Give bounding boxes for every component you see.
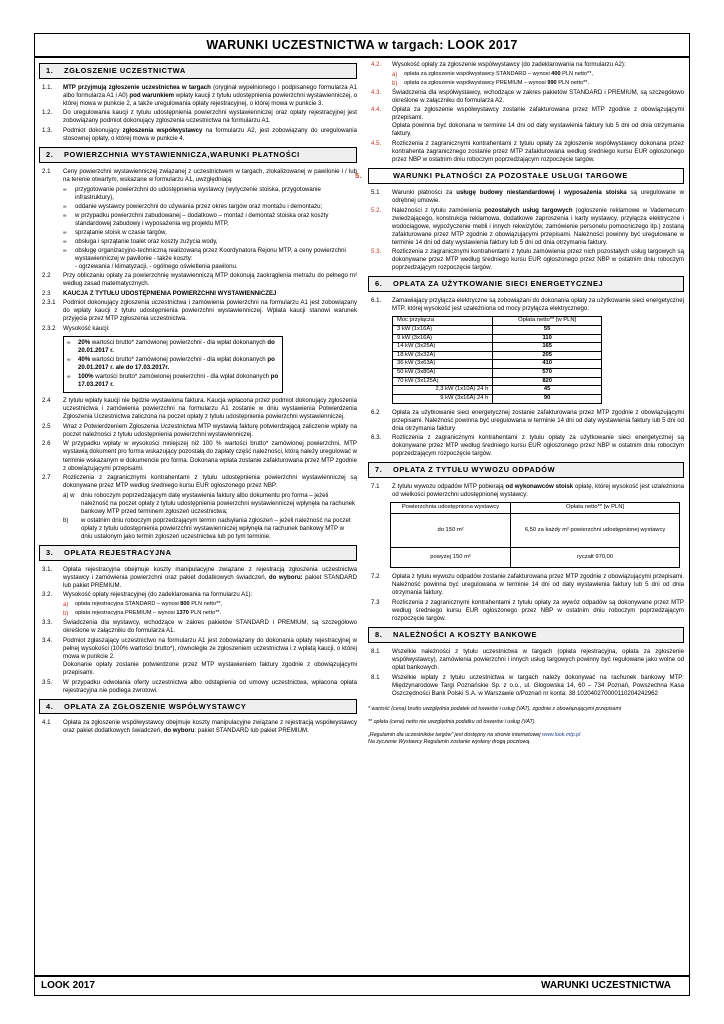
item-3-4: 3.4. Podmiot zgłaszający uczestnictwo na formularzu A1 jest zobowiązany do dokonania opłaty rejestracyjnej w pełnej wysokości (100% wartości brutto*), równolegle ze zgłoszeniem uczestnictwa i z wpłatą kaucji, o której mowa w punkcie 2. Dokonanie opłaty zostanie potwierdzone przez MTP wystawieniem faktury zgodnie z obowiązującymi przepisami. (42, 636, 357, 676)
item-8-1-bank: 8.1 Wszelkie wpłaty z tytułu uczestnictwa w targach należy dokonywać na rachunek bankowy MTP: Międzynarodowe Targi Poznańskie Sp. z o.o., ul. Głogowska 14, 60 – 734 Poznań, Powszechna Kasa Oszczędności Bank Polski S.A. w Warszawie o/Poznań nr konta: 38 102040270000110204242962 (371, 673, 684, 697)
bullet-icon: ∞ (67, 339, 71, 346)
footnote-gross: * wartość (cena) brutto uwzględnia podatek od towarów i usług (VAT), zgodnie z obowiązującymi przepisami (368, 705, 622, 712)
table-cell: 90 (493, 395, 602, 404)
table-cell: 820 (493, 377, 602, 386)
footnote-regulations: „Regulamin dla uczestników targów” jest dostępny na stronie internetowej www.look.mtp.pl (368, 731, 581, 738)
item-6-3: 6.3. Rozliczenia z zagranicznymi kontrahentami z tytułu opłaty za użytkowanie sieci energetycznej są dokonywane przez MTP według średniego kursu EUR ogłoszonego przez NBP w ostatnim dniu roboczym poprzedzającym rozpoczęcie targów. (371, 434, 684, 458)
item-4-2-b: b) opłata za zgłoszenie współwystawcy PREMIUM – wynosi 990 PLN netto**. (392, 79, 590, 87)
table-row (393, 325, 602, 334)
title-bar (35, 34, 689, 58)
item-6-2: 6.2 Opłata za użytkowanie sieci energetycznej zostanie zafakturowana przez MTP zgodnie z obowiązującymi przepisami. Należność powinna być uregulowana w terminie 14 dni od daty wystawienia faktury lub 5 dni od dnia otrzymania faktury (371, 408, 684, 432)
item-7-3: 7.3 Rozliczenia z zagranicznymi kontrahentami z tytułu opłaty za wywóz odpadów są dokonywane przez MTP według średniego kursu EUR ogłoszonego przez NBP w ostatnim dniu roboczym poprzedzającym rozpoczęcie targów. (371, 598, 684, 623)
bullet-icon: ∞ (67, 374, 71, 381)
table-cell: 70 kW (3x125A) (393, 377, 493, 386)
page-title: WARUNKI UCZESTNICTWA w targach: LOOK 2017 (206, 37, 518, 52)
item-4-2: 4.2. Wysokość opłaty za zgłoszenie współwystawcy (do zadeklarowania na formularzu A2): (371, 61, 626, 68)
table-cell: ryczałt 970,00 (511, 548, 680, 568)
deposit-rate: ∞ 40% wartości brutto* zamówionej powierzchni - dla wpłat dokonanych po 20.01.2017 r. ale do 17.03.2017r. (67, 355, 275, 371)
table-cell: 55 (493, 325, 602, 334)
bullet-icon: ∞ (63, 238, 67, 245)
list-item: ∞ przygotowanie powierzchni do udostępnienia wystawcy (wytyczenie stoiska, przygotowanie infrastruktury), (63, 185, 321, 201)
table-cell: 9 kW (3x16A) (393, 334, 493, 343)
item-3-2-a: a) opłata rejestracyjna STANDARD – wynosi 800 PLN netto**, (63, 601, 222, 609)
table-row (393, 351, 602, 360)
item-2-3: 2.3 KAUCJA Z TYTUŁU UDOSTĘPNIENIA POWIERZCHNI WYSTAWIENNICZEJ (42, 289, 277, 297)
bullet-icon: ∞ (63, 247, 67, 254)
bullet-icon: ∞ (63, 212, 67, 219)
table-cell: 2,3 kW (1x10A) 24 h (393, 386, 493, 395)
table-cell: 110 (493, 334, 602, 343)
item-4-4: 4.4. Opłata za zgłoszenie współwystawcy zostanie zafakturowana przez MTP zgodnie z obowiązującymi przepisami. Opłata powinna być dokonana w terminie 14 dni od daty wystawienia faktury lub 5 dni od dnia otrzymania faktury. (371, 106, 684, 138)
table-row (393, 395, 602, 404)
list-item: ∞ sprzątanie stoisk w czasie targów, (63, 228, 167, 236)
section-5-header: 5. WARUNKI PŁATNOŚCI ZA POZOSTAŁE USŁUGI TARGOWE (368, 168, 684, 184)
item-3-2-b: b) opłata rejestracyjna PREMIUM – wynosi 1370 PLN netto**. (63, 610, 222, 618)
bullet-icon: ∞ (63, 203, 67, 210)
table-cell: 36 kW (3x63A) (393, 360, 493, 369)
section-7-header: 7. OPŁATA Z TYTUŁU WYWOZU ODPADÓW (368, 462, 684, 478)
item-7-2: 7.2 Opłata z tytułu wywozu odpadów zostanie zafakturowana przez MTP zgodnie z obowiązującymi przepisami. Należność powinna być uregulowana w terminie 14 dni od daty wystawienia faktury lub 5 dni od dnia otrzymania faktury. (371, 573, 684, 597)
table-header-row (391, 503, 680, 514)
table-cell: powyżej 150 m² (391, 548, 511, 568)
website-link[interactable]: www.look.mtp.pl (542, 731, 581, 738)
column-header: Moc przyłącza (393, 317, 493, 326)
table-cell: 14 kW (3x25A) (393, 343, 493, 352)
item-2-7-a: a) w dniu roboczym poprzedzającym datę wystawienia faktury albo dokumentu pro forma – jeżeli należność na poczet opłaty z tytułu udostępnienia powierzchni wystawienniczej wpłynęła na rachunek bankowy MTP przed terminem zgłoszeń uczestnictwa; (63, 491, 356, 515)
item-2-3-2: 2.3.2 Wysokość kaucji: (42, 324, 110, 332)
item-4-2-a: a) opłata za zgłoszenie współwystawcy STANDARD – wynosi 400 PLN netto**, (392, 70, 593, 78)
item-1-1: 1.1. MTP przyjmują zgłoszenie uczestnictwa w targach (oryginał wypełnionego i podpisanego formularza A1 albo formularza A1 i A0) pod warunkiem wpłaty kaucji z tytułu udostępnienia powierzchni wystawienniczej, o której mowa w punkcie 2, a także uregulowania opłaty rejestracyjnej, o której mowa w punkcie 3. (42, 83, 358, 107)
item-3-5: 3.5. W przypadku odwołania oferty uczestnictwa albo odstąpienia od umowy uczestnictwa, wpłacona opłata rejestracyjna nie podlega zwrotowi. (42, 678, 357, 694)
table-cell: 165 (493, 343, 602, 352)
footnote-mail: Na życzenie Wystawcy Regulamin zostanie wysłany drogą pocztową. (368, 738, 531, 745)
item-7-1: 7.1 Z tytułu wywozu odpadów MTP pobierają od wykonawców stoisk opłatę, której wysokość jest uzależniona od wielkości powierzchni udostępnionej wystawcy: (371, 483, 684, 499)
table-header-row (393, 317, 602, 326)
table-row (393, 334, 602, 343)
item-2-6: 2.6 W przypadku wpłaty w wysokości mniejszej niż 100 % wartości brutto* zamówionej powierzchni, MTP wystawią dokument pro forma wskazujący pozostałą do zapłaty część należności, którą należy uregulować w terminie wskazanym w dokumencie pro forma. Dokonana wpłata zostanie zafakturowana przez MTP zgodnie z obowiązującymi przepisami. (42, 440, 357, 472)
table-row (393, 343, 602, 352)
column-header: Powierzchnia udostępniona wystawcy (391, 503, 511, 514)
table-cell: do 150 m² (391, 514, 511, 548)
item-4-5: 4.5. Rozliczenia z zagranicznymi kontrahentami z tytułu opłaty za zgłoszenie współwystawcy dokonana przez kontrahenta zagranicznego zostanie przez MTP zafakturowana według średniego kursu EUR ogłoszonego przez NBP w ostatnim dniu roboczym poprzedzającym rozpoczęcie targów. (371, 140, 684, 164)
table-row (393, 377, 602, 386)
item-2-7-b: b) w ostatnim dniu roboczym poprzedzającym termin nadsyłania zgłoszeń – jeżeli należność na poczet opłaty z tytułu udostępnienia powierzchni wystawienniczej wpłynęła na rachunek bankowy MTP w dniu ustalonym jako termin zgłoszeń uczestnictwa lub po tym terminie. (63, 516, 351, 540)
bullet-icon: ∞ (67, 356, 71, 363)
section-8-header: 8. NALEŻNOŚCI A KOSZTY BANKOWE (368, 627, 684, 643)
item-6-1: 6.1. Zamawiający przyłącza elektryczne są zobowiązani do dokonania opłaty za użytkowanie sieci energetycznej MTP, której wysokość jest uzależniona od mocy przyłącza elektrycznego: (371, 297, 684, 313)
item-5-1: 5.1 Warunki płatności za usługę budowy niestandardowej i wyposażenia stoiska są uregulowane w odrębnej umowie. (371, 188, 684, 204)
bullet-icon: ∞ (63, 186, 67, 193)
footer-right: WARUNKI UCZESTNICTWA (541, 980, 671, 992)
item-5-3: 5.3. Rozliczenia z zagranicznymi kontrahentami z tytułu zamówienia przez nich pozostałych usług targowych są dokonywane przez MTP według średniego kursu EUR ogłoszonego przez NBP w ostatnim dniu roboczym poprzedzającym rozpoczęcie targów. (371, 248, 684, 272)
section-1-header: 1. ZGŁOSZENIE UCZESTNICTWA (39, 63, 357, 79)
footer-left: LOOK 2017 (41, 980, 95, 992)
list-item: ∞ oddanie wystawcy powierzchni do używania przez okres targów oraz montażu i demontażu; (63, 202, 323, 210)
deposit-rate: ∞ 100% wartości brutto* zamówionej powierzchni - dla wpłat dokonanych po 17.03.2017 r. (67, 373, 279, 389)
section-3-header: 3. OPŁATA REJESTRACYJNA (39, 545, 357, 561)
column-header: Opłata netto** [w PLN] (493, 317, 602, 326)
right-column (355, 59, 689, 975)
table-row (391, 514, 680, 548)
table-cell: 9 kW (3x16A) 24 h (393, 395, 493, 404)
list-item: ∞ w przypadku powierzchni zabudowanej – dodatkowo – montaż i demontaż stoiska oraz koszty standardowej zabudowy i wyposażenia wg projektu MTP, (63, 211, 329, 227)
item-2-4: 2.4 Z tytułu wpłaty kaucji nie będzie wystawiona faktura. Kaucja wpłacona przez podmiot dokonujący zgłoszenia uczestnictwa i zamówienia powierzchni na formularzu A1 zostanie w dniu wystawienia Potwierdzenia Zgłoszenia Uczestnictwa zaliczona na poczet opłaty z tytułu udostępnienia powierzchni wystawienniczej. (42, 397, 357, 421)
table-cell: 3 kW (1x16A) (393, 325, 493, 334)
bullet-icon: ∞ (63, 229, 67, 236)
item-1-2: 1.2. Do uregulowania kaucji z tytułu udostępnienia powierzchni wystawienniczej oraz opłaty rejestracyjnej jest zobowiązany podmiot dokonujący zgłoszenia uczestnictwa na formularzu A1. (42, 109, 357, 125)
item-2-5: 2.5 Wraz z Potwierdzeniem Zgłoszenia Uczestnictwa MTP wystawią fakturę potwierdzającą zaliczenie wpłaty na poczet należności z tytułu udostępnienia powierzchni wystawienniczej. (42, 422, 357, 438)
item-2-2: 2.2 Przy obliczaniu opłaty za powierzchnię wystawienniczą MTP dokonują zaokrąglenia metrażu do pełnego m² według zasad matematycznych. (42, 271, 357, 287)
power-fee-table (392, 316, 602, 403)
item-2-7: 2.7 Rozliczenia z zagranicznymi kontrahentami z tytułu udostępnienia powierzchni wystawienniczej są dokonywane przez MTP według średniego kursu EUR ogłoszonego przez NBP: (42, 474, 357, 490)
table-cell: 6,50 za każdy m² powierzchni udostępnionej wystawcy (511, 514, 680, 548)
deposit-rates-box (63, 336, 283, 393)
column-header: Opłata netto** [w PLN] (511, 503, 680, 514)
item-4-3: 4.3. Świadczenia dla współwystawcy, wchodzące w zakres pakietów STANDARD i PREMIUM, są szczegółowo określone w załączniku do formularza A2. (371, 88, 684, 104)
included-list (39, 186, 357, 271)
document-page (34, 33, 690, 996)
table-row (393, 369, 602, 378)
table-cell: 570 (493, 369, 602, 378)
item-3-2: 3.2. Wysokość opłaty rejestracyjnej (do zadeklarowania na formularzu A1): (42, 591, 253, 599)
list-item: ∞ obsługa i sprzątanie toalet oraz koszty zużycia wody, (63, 237, 218, 245)
footnote-net: ** opłata (cena) netto nie uwzględnia podatku od towarów i usług (VAT) (368, 718, 535, 725)
table-row (391, 548, 680, 568)
item-3-3: 3.3. Świadczenia dla wystawcy, wchodzące w zakres pakietów STANDARD i PREMIUM, są szczegółowo określone w załączniku do formularza A1. (42, 619, 357, 635)
table-row (393, 360, 602, 369)
table-row (393, 386, 602, 395)
item-5-2: 5.2. Należności z tytułu zamówienia pozostałych usług targowych (ogłoszenie reklamowe w Vademecum zwiedzającego, konstrukcja reklamowa, dodatkowe zaproszenia i karty wystawcy, przyłącza elektryczne i wodociągowe, wypożyczenie mebli i innych rekwizytów, zamówienie personelu pomocniczego itp.) zostaną zafakturowane przez MTP zgodnie z obowiązującymi przepisami. Należności powinny być uregulowane w terminie 14 dni od daty wystawienia faktury lub 5 dni od dnia otrzymania faktury. (371, 206, 684, 246)
item-2-3-1: 2.3.1 Podmiot dokonujący zgłoszenia uczestnictwa i zamówienia powierzchni na formularzu A1 jest zobowiązany do wpłaty kaucji z tytułu udostępnienia powierzchni wystawienniczej. Wpłata kaucji stanowi warunek przyjęcia przez MTP zgłoszenia uczestnictwa. (42, 299, 357, 323)
table-cell: 45 (493, 386, 602, 395)
item-2-1: 2.1 Ceny powierzchni wystawienniczej związanej z uczestnictwem w targach, zlokalizowanej w pawilonie i / lub na terenie otwartym, wskazane w formularzu A1, uwzględniają: (42, 167, 357, 183)
item-8-1: 8.1 Wszelkie należności z tytułu uczestnictwa w targach (opłata rejestracyjna, opłata za zgłoszenie współwystawcy), zamówienia powierzchni i innych usług targowych powinny być regulowane jako wolne od opłat bankowych. (371, 647, 684, 671)
footer-bar (35, 975, 689, 995)
table-cell: 205 (493, 351, 602, 360)
section-2-header: 2. POWIERZCHNIA WYSTAWIENNICZA,WARUNKI PŁATNOŚCI (39, 147, 357, 163)
item-4-1: 4.1 Opłata za zgłoszenie współwystawcy obejmuje koszty manipulacyjne związane z rejestracją współwystawcy oraz pakiet dodatkowych świadczeń, do wyboru: pakiet STANDARD lub pakiet PREMIUM. (42, 719, 357, 735)
footnotes (368, 706, 684, 746)
section-6-header: 6. OPŁATA ZA UŻYTKOWANIE SIECI ENERGETYCZNEJ (368, 276, 684, 292)
waste-fee-table (390, 502, 680, 568)
item-3-1: 3.1. Opłata rejestracyjna obejmuje koszty manipulacyjne związane z rejestracją zgłoszenia uczestnictwa wystawcy i zamówienia powierzchni oraz pakiet dodatkowych świadczeń, do wyboru: pakiet STANDARD lub pakiet PREMIUM. (42, 565, 357, 589)
list-item: ∞ obsługę organizacyjno-techniczną realizowaną przez Koordynatora Rejonu MTP, a ceny powierzchni wystawienniczej w pawilonie - także koszty: - ogrzewania / klimatyzacji, - ogólnego oświetlenia pawilonu. (63, 246, 346, 270)
deposit-rate: ∞ 20% wartości brutto* zamówionej powierzchni - dla wpłat dokonanych do 20.01.2017 r. (67, 338, 275, 354)
section-4-header: 4. OPŁATA ZA ZGŁOSZENIE WSPÓŁWYSTAWCY (39, 699, 357, 715)
item-1-3: 1.3. Podmiot dokonujący zgłoszenia współwystawcy na formularzu A2, jest zobowiązany do uregulowania stosownej opłaty, o której mowa w punkcie 4. (42, 127, 357, 143)
table-cell: 18 kW (3x32A) (393, 351, 493, 360)
left-column (35, 59, 362, 975)
table-cell: 410 (493, 360, 602, 369)
table-cell: 50 kW (3x80A) (393, 369, 493, 378)
